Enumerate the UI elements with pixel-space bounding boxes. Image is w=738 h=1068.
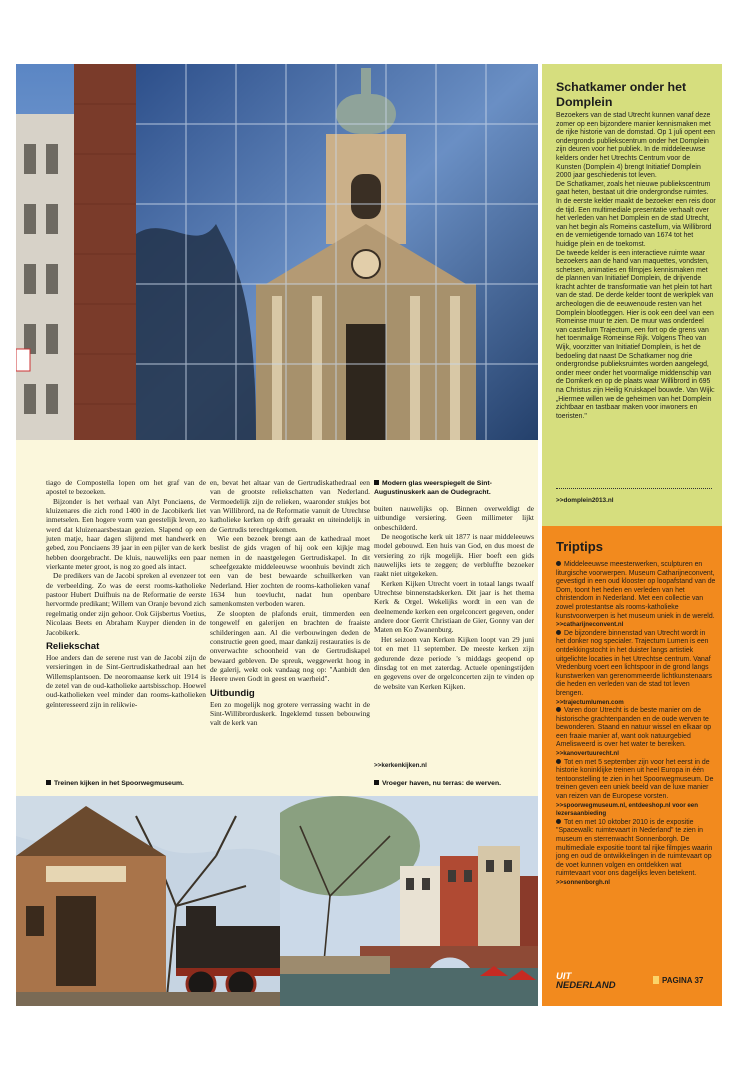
- article-column-2: [210, 478, 370, 728]
- article-paragraph: Hoe anders dan de serene rust van de Jacobi zijn de versieringen in de Sint-Gertrudiskathedraal aan het Willemsplantsoen. De neoromaanse kerk uit 1914 is de zetel van de oud-katholieke aartsbisschop. Hoewel oud-katholieken veel minder dan rooms-katholieken geïnteresseerd zijn in relikwie-: [46, 652, 206, 709]
- article-paragraph: buiten nauwelijks op. Binnen overweldigt de uitbundige versiering. Geen millimeter lijkt onbeschilderd.: [374, 504, 534, 532]
- triptip-link[interactable]: >>sonnenborgh.nl: [556, 878, 610, 886]
- article-paragraph: Een zo mogelijk nog grotere verrassing wacht in de Sint-Willibrorduskerk. Ingeklemd tussen bebouwing valt de kerk van: [210, 699, 370, 728]
- section-heading-reliekschat: Reliekschat: [46, 640, 100, 652]
- article-paragraph: tiago de Compostella lopen om het graf van de apostel te bezoeken.: [46, 478, 206, 497]
- bullet-icon: [556, 561, 561, 566]
- page-number-text: PAGINA 37: [662, 976, 704, 985]
- article-paragraph: Wie een bezoek brengt aan de kathedraal moet beslist de gids vragen of hij ook een kijkje mag nemen in de naastgelegen Gertrudiskapel. In dit scheefgezakte middeleeuwse woonhuis bevindt zich een van de best bewaarde schuilkerken van Nederland. Hier zochten de rooms-katholieken vanaf 1634 hun toevlucht, nadat hun openbare samenkomsten verboden waren.: [210, 534, 370, 609]
- caption-text: Treinen kijken in het Spoorwegmuseum.: [54, 780, 184, 787]
- triptip-link[interactable]: >>trajectumlumen.com: [556, 698, 624, 706]
- triptip-text: Tot en met 5 september zijn voor het eerst in de historie koninklijke treinen uit heel Europa in één tentoonstelling te zien in het Spoorwegmuseum. De treinen geven een uniek beeld van de luxe manier van reizen van de Europese vorsten.: [556, 758, 714, 801]
- photo-glass-facade-church-reflection: [16, 64, 538, 440]
- sidebar-feature-paragraph: De Schatkamer, zoals het nieuwe publiekscentrum gaat heten, bestaat uit drie ondergrondse ruimtes. In de eerste kelder maakt de bezoeker een reis door de tijd. Een multimediale presentatie verhaalt over het verleden van het Domplein en de stad Utrecht, van het begin als Romeins castellum, via Willibrord en de vernietigende tornado van 1674 tot het huidige plein en de toekomst.: [556, 180, 716, 248]
- triptip-item: [556, 561, 716, 630]
- article-paragraph: De neogotische kerk uit 1877 is naar middeleeuws model gebouwd. Een huis van God, en dus moest de versiering zo rijk mogelijk. Hier boeft een gids nauwelijks iets te zeggen; de verbluffte bezoeker raakt niet uitgekeken.: [374, 532, 534, 579]
- caption-square-icon: [46, 780, 51, 785]
- dotted-divider: [556, 488, 712, 489]
- photo-caption-werven: [374, 780, 534, 789]
- caption-text: Modern glas weerspiegelt de Sint-Augustinuskerk aan de Oudegracht.: [374, 480, 492, 496]
- triptip-link[interactable]: >>spoorwegmuseum.nl, entdeeshop.nl voor een lezersaanbieding: [556, 801, 698, 818]
- sidebar-feature-paragraph: De tweede kelder is een interactieve ruimte waar bezoekers aan de hand van maquettes, vondsten, schetsen, animaties en filmpjes kennismaken met de plannen van Initiatief Domplein, de drijvende kracht achter de transformatie van het plein tot hart van de stad. De derde kelder toont de werkplek van archeologen die de eeuwenoude resten van het Domplein blootleggen. Hier is ook een deel van een Romeinse muur te zien. De muur was onderdeel van castellum Trajectum, een fort op de grens van het toenmalige Romeinse Rijk. Volgens Theo van Wijk, voorzitter van Initiatief Domplein, is het de bedoeling dat naast De Schatkamer nog drie ondergrondse publieksruimtes worden aangelegd, onder meer onder het voormalige middenschip van de Domkerk en op de plaats waar Willibrord in 695 na Christus zijn Heilig Kruiskapel bouwde. Van Wijk: „Hiermee willen we de geheimen van het Domplein zichtbaar en tastbaar maken voor inwoners en toeristen.": [556, 249, 715, 420]
- caption-square-icon: [374, 780, 379, 785]
- triptip-item: [556, 707, 716, 759]
- triptips-title: Triptips: [556, 539, 603, 554]
- article-paragraph: Bijzonder is het verhaal van Alyt Ponciaens, de kluizenares die zich rond 1400 in de Jacobikerk liet inmetselen. Een hogere vorm van geestelijk leven, zo werd dat kluizenaarsbestaan gezien. Slapend op een juten matje, haar dagen slijtend met handwerk en gebed, zou Ponciaens 39 jaar in een pijler van de kerk hebben doorgebracht. De kluis, nauwelijks een paar vierkante meter groot, is nog zo goed als intact.: [46, 496, 206, 572]
- logo-uit: UIT: [556, 971, 572, 982]
- article-paragraph: Het seizoen van Kerken Kijken loopt van 29 juni tot en met 11 september. De meeste kerken zijn gedurende deze periode 's middags geopend op dinsdag tot en met zaterdag. Actuele openingstijden en gegevens over de orgelconcerten zijn te vinden op de website van Kerken Kijken.: [374, 634, 534, 691]
- logo-nederland: NEDERLAND: [556, 980, 616, 991]
- triptip-link[interactable]: >>kanovertuurecht.nl: [556, 750, 619, 758]
- bullet-icon: [556, 759, 561, 764]
- bullet-icon: [556, 819, 561, 824]
- article-paragraph: Ze sloopten de plafonds eruit, timmerden een tongewelf en galerijen en brachten de fraaiste schilderingen aan. Al die verbouwingen deden de constructie geen goed, maar dankzij restauraties is de onverwachte schoonheid van de Gertrudiskapel bewaard gebleven. De spreuk, weggewerkt hoog in de galerij, wekt ook vandaag nog op: "Aanbidt den Heere uwen Godt in geest en waerheid".: [210, 608, 370, 684]
- triptip-text: De bijzondere binnenstad van Utrecht wordt in het donker nog specialer. Trajectum Lumen is een ontdekkingstocht in het duister langs artistiek uitgelichte locaties in het Utrechtse centrum. Vanaf Vredenburg voert een lichtspoor in de grond langs kunstwerken van gerenommeerde lichtkunstenaars die heden en verleden van de stad tot leven brengen.: [556, 629, 712, 697]
- photo-oudegracht-werven: [280, 796, 538, 1006]
- article-paragraph: De predikers van de Jacobi spreken al evenzeer tot de verbeelding. Zo was de eerst rooms-katholieke pastoor Hubert Duifhuis na de Reformatie de eerste hervormde predikant; Willem van Oranje bevond zich regelmatig onder zijn gehoor. Ook Gijsbertus Voetius, Nicolaas Beets en Abraham Kuyper dienden in de Jacobikerk.: [46, 571, 206, 637]
- uit-nederland-logo: [556, 972, 616, 990]
- photo-caption-spoorwegmuseum: [46, 780, 221, 789]
- page-marker-icon: [653, 976, 659, 984]
- triptip-item: [556, 630, 716, 707]
- triptip-text: Middeleeuwse meesterwerken, sculpturen en liturgische voorwerpen. Museum Catharijneconvent, gevestigd in een oud klooster op loopafstand van de Dom, toont het heden en verleden van het christendom in Nederland. Met een collectie van zowel protestantse als rooms-katholieke kunstvoorwerpen is het museum uniek in de wereld.: [556, 561, 716, 620]
- triptip-text: Tot en met 10 oktober 2010 is de expositie "Spacewalk: ruimtevaart in Nederland" te zien in museum en sterrenwacht Sonnenborgh. De multimediale expositie toont tal rijke filmpjes waarin jong en oud de ontwikkelingen in de ruimtevaart op de voet kunnen volgen en ontdekken wat ruimtevaart voor ons dagelijks leven betekent.: [556, 818, 713, 878]
- kerkenkijken-link[interactable]: >>kerkenkijken.nl: [374, 762, 427, 769]
- section-heading-uitbundig: Uitbundig: [210, 687, 255, 699]
- photo-caption-glass: [374, 480, 534, 497]
- triptips-list: [556, 561, 716, 888]
- sidebar-feature-body: [556, 112, 716, 421]
- article-column-1: [46, 478, 206, 709]
- bullet-icon: [556, 630, 561, 635]
- triptip-item: [556, 759, 716, 819]
- domplein-link[interactable]: >>domplein2013.nl: [556, 497, 614, 504]
- sidebar-feature-paragraph: Bezoekers van de stad Utrecht kunnen vanaf deze zomer op een bijzondere manier kennismaken met de rijke historie van de domstad. Op 1 juli opent een ondergronds publiekscentrum onder het Domplein zijn deuren voor het publiek. In de middeleeuwse kelders onder het Utrechts Centrum voor de Kunsten (Domplein 4) brengt Initiatief Domplein 2000 jaar geschiedenis tot leven.: [556, 112, 715, 180]
- sidebar-feature-title: Schatkamer onder het Domplein: [556, 80, 687, 109]
- photo-spoorwegmuseum-train: [16, 796, 280, 1006]
- caption-square-icon: [374, 480, 379, 485]
- triptip-text: Varen door Utrecht is de beste manier om de historische grachtenpanden en de oude werven te bewonderen. Staand en natuur wissel en elkaar op een fraaie manier af, want ook natuurgebied Amelisweerd is over het water te bereiken.: [556, 707, 712, 749]
- bullet-icon: [556, 707, 561, 712]
- caption-text: Vroeger haven, nu terras: de werven.: [382, 780, 501, 787]
- triptip-item: [556, 819, 716, 888]
- article-paragraph: Kerken Kijken Utrecht voert in totaal langs twaalf Utrechtse binnenstadskerken. Dit jaar is het thema Kerk & Orgel. Wekelijks wordt in een van de deelnemende kerken een orgelconcert gegeven, onder andere door Gerrit Christiaan de Gier, Gonny van der Maten en Ko Zwanenburg.: [374, 578, 534, 635]
- triptip-link[interactable]: >>catharijneconvent.nl: [556, 621, 624, 629]
- page-number: [653, 976, 703, 985]
- article-column-3: [374, 504, 534, 691]
- article-paragraph: en, bevat het altaar van de Gertrudiskathedraal een van de grootste reliekschatten van Nederland. Vermoedelijk zijn de relieken, waaronder stukjes bot van Willibrord, na de Reformatie vanuit de Utrechtse katholieke kerken op drift geraakt en uiteindelijk in de Gertrudis terechtgekomen.: [210, 478, 370, 534]
